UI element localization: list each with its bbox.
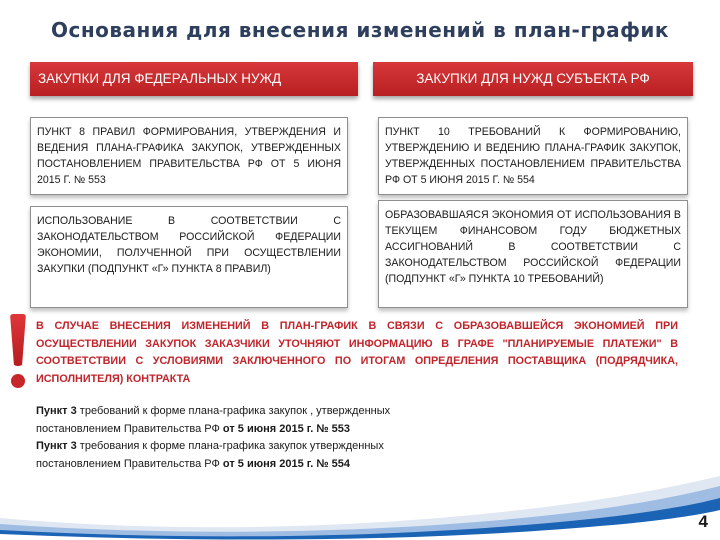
reference-line [36,403,556,421]
exclamation-icon [7,314,29,394]
reference-text: требований к форме плана-графика закупок , утвержденных [76,405,391,417]
reference-decree: от 5 июня 2015 г. № 554 [222,457,351,470]
page-title: Основания для внесения изменений в план-график [50,18,670,42]
reference-point: Пункт 3 [36,440,77,452]
decorative-wave [0,470,720,540]
page-number: 4 [698,512,708,531]
reference-text: постановлением Правительства РФ [36,422,223,435]
reference-point: Пункт 3 [36,405,77,417]
regional-procurement-header: ЗАКУПКИ ДЛЯ НУЖД СУБЪЕКТА РФ [373,62,693,96]
legal-references [36,403,556,473]
reference-decree: от 5 июня 2015 г. № 553 [222,422,351,435]
reference-line [36,421,556,439]
federal-procurement-header: ЗАКУПКИ ДЛЯ ФЕДЕРАЛЬНЫХ НУЖД [30,62,358,96]
regional-savings-box: ОБРАЗОВАВШАЯСЯ ЭКОНОМИЯ ОТ ИСПОЛЬЗОВАНИЯ В ТЕКУЩЕМ ФИНАНСОВОМ ГОДУ БЮДЖЕТНЫХ АССИГНОВАНИЙ В СООТВЕТСТВИИ С ЗАКОНОДАТЕЛЬСТВОМ РОССИЙСКОЙ ФЕДЕРАЦИИ (ПОДПУНКТ «Г» ПУНКТА 10 ТРЕБОВАНИЙ) [378,200,688,308]
warning-text: В СЛУЧАЕ ВНЕСЕНИЯ ИЗМЕНЕНИЙ В ПЛАН-ГРАФИК В СВЯЗИ С ОБРАЗОВАВШЕЙСЯ ЭКОНОМИЕЙ ПРИ ОСУЩЕСТВЛЕНИИ ЗАКУПОК ЗАКАЗЧИКИ УТОЧНЯЮТ ИНФОРМАЦИЮ В ГРАФЕ "ПЛАНИРУЕМЫЕ ПЛАТЕЖИ" В СООТВЕТСТВИИ С УСЛОВИЯМИ ЗАКЛЮЧЕННОГО ПО ИТОГАМ ОПРЕДЕЛЕНИЯ ПОСТАВЩИКА (ПОДРЯДЧИКА, ИСПОЛНИТЕЛЯ) КОНТРАКТА [36,320,678,385]
reference-line [36,438,556,456]
reference-text: постановлением Правительства РФ [36,457,223,470]
federal-savings-box: ИСПОЛЬЗОВАНИЕ В СООТВЕТСТВИИ С ЗАКОНОДАТЕЛЬСТВОМ РОССИЙСКОЙ ФЕДЕРАЦИИ ЭКОНОМИИ, ПОЛУЧЕННОЙ ПРИ ОСУЩЕСТВЛЕНИИ ЗАКУПКИ (ПОДПУНКТ «Г» ПУНКТА 8 ПРАВИЛ) [30,206,348,308]
reference-text: требования к форме плана-графика закупок утвержденных [76,440,384,452]
regional-rule-box: ПУНКТ 10 ТРЕБОВАНИЙ К ФОРМИРОВАНИЮ, УТВЕРЖДЕНИЮ И ВЕДЕНИЮ ПЛАНА-ГРАФИК ЗАКУПОК, УТВЕРЖДЕННЫХ ПОСТАНОВЛЕНИЕМ ПРАВИТЕЛЬСТВА РФ ОТ 5 ИЮНЯ 2015 Г. № 554 [378,117,688,195]
federal-rule-box: ПУНКТ 8 ПРАВИЛ ФОРМИРОВАНИЯ, УТВЕРЖДЕНИЯ И ВЕДЕНИЯ ПЛАНА-ГРАФИКА ЗАКУПОК, УТВЕРЖДЕННЫХ ПОСТАНОВЛЕНИЕМ ПРАВИТЕЛЬСТВА РФ ОТ 5 ИЮНЯ 2015 Г. № 553 [30,117,348,195]
